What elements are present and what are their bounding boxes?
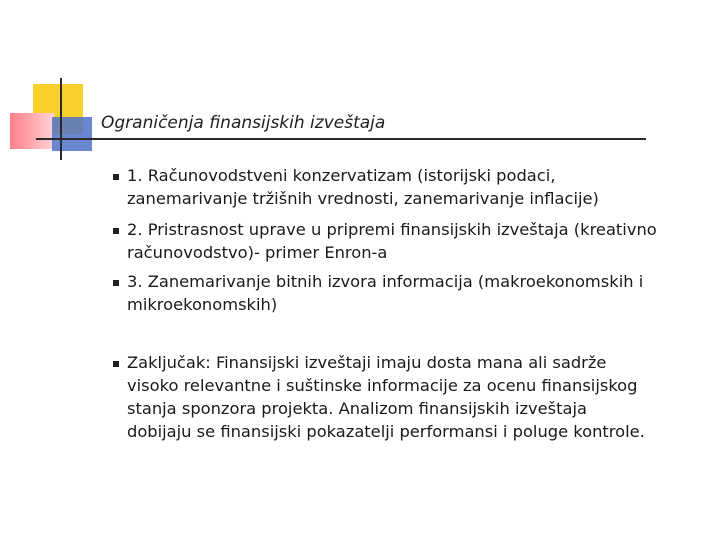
list-item-line: dobijaju se finansijski pokazatelji performansi i poluge kontrole.	[127, 422, 645, 441]
bullet-marker	[113, 280, 119, 286]
list-item-line: računovodstvo)- primer Enron-a	[127, 243, 388, 262]
list-item	[127, 270, 702, 316]
list-item	[127, 351, 702, 443]
slide-title: Ograničenja finansijskih izveštaja	[101, 113, 386, 133]
bullet-marker	[113, 174, 119, 180]
list-item-line: 1. Računovodstveni konzervatizam (istorijski podaci,	[127, 166, 556, 185]
list-item	[127, 218, 702, 264]
list-item-line: 3. Zanemarivanje bitnih izvora informacija (makroekonomskih i	[127, 272, 644, 291]
bullet-marker	[113, 228, 119, 234]
list-item-line: mikroekonomskih)	[127, 295, 278, 314]
list-item-line: Zaključak: Finansijski izveštaji imaju dosta mana ali sadrže	[127, 353, 607, 372]
list-item-line: 2. Pristrasnost uprave u pripremi finansijskih izveštaja (kreativno	[127, 220, 657, 239]
list-item	[127, 164, 702, 210]
list-item-line: stanja sponzora projekta. Analizom finansijskih izveštaja	[127, 399, 588, 418]
list-item-line: zanemarivanje tržišnih vrednosti, zanemarivanje inflacije)	[127, 189, 599, 208]
bullet-marker	[113, 361, 119, 367]
list-item-line: visoko relevantne i suštinske informacije za ocenu finansijskog	[127, 376, 638, 395]
